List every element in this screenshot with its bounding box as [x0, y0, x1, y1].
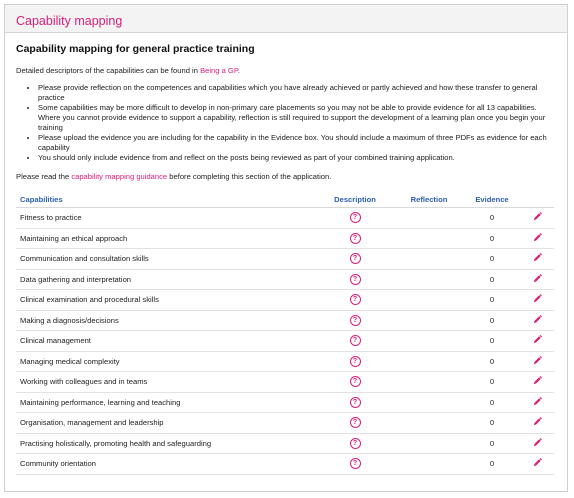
edit-cell — [520, 372, 554, 393]
descriptors-prefix: Detailed descriptors of the capabilities can be found in — [16, 66, 201, 75]
evidence-count: 0 — [464, 290, 520, 311]
description-cell — [316, 372, 394, 393]
edit-cell — [520, 290, 554, 311]
description-cell — [316, 310, 394, 331]
capability-name: Data gathering and interpretation — [16, 269, 316, 290]
table-row — [16, 454, 554, 475]
help-circle-icon[interactable]: ? — [350, 233, 361, 244]
capability-name: Clinical management — [16, 331, 316, 352]
guidance-item: • You should only include evidence from and reflect on the posts being reviewed as part of your combined training application. — [38, 153, 556, 163]
help-circle-icon[interactable]: ? — [350, 458, 361, 469]
evidence-count: 0 — [464, 351, 520, 372]
help-circle-icon[interactable]: ? — [350, 438, 361, 449]
reflection-cell — [394, 392, 464, 413]
table-row — [16, 433, 554, 454]
help-circle-icon[interactable]: ? — [350, 397, 361, 408]
panel-header — [5, 5, 567, 33]
header-evidence: Evidence — [464, 191, 520, 208]
table-row — [16, 249, 554, 270]
description-cell — [316, 269, 394, 290]
edit-cell — [520, 208, 554, 229]
being-a-gp-link[interactable]: Being a GP — [200, 66, 238, 75]
evidence-count: 0 — [464, 310, 520, 331]
capability-mapping-panel — [4, 4, 568, 492]
reflection-cell — [394, 331, 464, 352]
section-heading: Capability mapping for general practice training — [16, 43, 255, 55]
table-row — [16, 351, 554, 372]
table-row — [16, 331, 554, 352]
capability-name: Maintaining performance, learning and teaching — [16, 392, 316, 413]
description-cell — [316, 249, 394, 270]
reflection-cell — [394, 269, 464, 290]
reflection-cell — [394, 208, 464, 229]
help-circle-icon[interactable]: ? — [350, 274, 361, 285]
read-suffix: before completing this section of the application. — [167, 172, 332, 181]
capability-name: Managing medical complexity — [16, 351, 316, 372]
capability-mapping-guidance-link[interactable]: capability mapping guidance — [71, 172, 168, 181]
pencil-icon[interactable] — [533, 274, 542, 283]
pencil-icon[interactable] — [533, 458, 542, 467]
help-circle-icon[interactable]: ? — [350, 212, 361, 223]
capability-name: Organisation, management and leadership — [16, 413, 316, 434]
table-row — [16, 372, 554, 393]
evidence-count: 0 — [464, 228, 520, 249]
help-circle-icon[interactable]: ? — [350, 356, 361, 367]
edit-cell — [520, 351, 554, 372]
evidence-count: 0 — [464, 454, 520, 475]
reflection-cell — [394, 228, 464, 249]
help-circle-icon[interactable]: ? — [350, 253, 361, 264]
edit-cell — [520, 228, 554, 249]
description-cell — [316, 331, 394, 352]
help-circle-icon[interactable]: ? — [350, 335, 361, 346]
help-circle-icon[interactable]: ? — [350, 294, 361, 305]
description-cell — [316, 208, 394, 229]
header-capabilities: Capabilities — [16, 191, 316, 208]
reflection-cell — [394, 413, 464, 434]
edit-cell — [520, 331, 554, 352]
edit-cell — [520, 413, 554, 434]
help-circle-icon[interactable]: ? — [350, 417, 361, 428]
description-cell — [316, 433, 394, 454]
header-reflection: Reflection — [394, 191, 464, 208]
read-prefix: Please read the — [16, 172, 72, 181]
reflection-cell — [394, 433, 464, 454]
description-cell — [316, 228, 394, 249]
table-row — [16, 392, 554, 413]
capability-name: Practising holistically, promoting health and safeguarding — [16, 433, 316, 454]
reflection-cell — [394, 290, 464, 311]
evidence-count: 0 — [464, 269, 520, 290]
evidence-count: 0 — [464, 331, 520, 352]
table-row — [16, 228, 554, 249]
reflection-cell — [394, 372, 464, 393]
evidence-count: 0 — [464, 413, 520, 434]
capability-name: Working with colleagues and in teams — [16, 372, 316, 393]
evidence-count: 0 — [464, 433, 520, 454]
description-cell — [316, 413, 394, 434]
pencil-icon[interactable] — [533, 376, 542, 385]
reflection-cell — [394, 351, 464, 372]
pencil-icon[interactable] — [533, 335, 542, 344]
edit-cell — [520, 249, 554, 270]
guidance-item: • Some capabilities may be more difficult to develop in non-primary care placements so you may not be able to provide evidence for all 13 capabilities. Where you cannot provide evidence to support a capability, reflection is still required to support the development of a learning plan once you begin your training — [38, 103, 556, 133]
table-row — [16, 310, 554, 331]
evidence-count: 0 — [464, 392, 520, 413]
evidence-count: 0 — [464, 249, 520, 270]
pencil-icon[interactable] — [533, 438, 542, 447]
edit-cell — [520, 392, 554, 413]
pencil-icon[interactable] — [533, 253, 542, 262]
table-row — [16, 269, 554, 290]
evidence-count: 0 — [464, 372, 520, 393]
panel-content — [5, 33, 567, 475]
pencil-icon[interactable] — [533, 397, 542, 406]
descriptors-suffix: . — [237, 66, 241, 75]
description-cell — [316, 392, 394, 413]
description-cell — [316, 454, 394, 475]
read-guidance-text — [16, 172, 556, 182]
reflection-cell — [394, 249, 464, 270]
capability-name: Maintaining an ethical approach — [16, 228, 316, 249]
guidance-item: • Please provide reflection on the competences and capabilities which you have already achieved or partly achieved and how these transfer to general practice — [38, 83, 556, 103]
descriptors-text — [16, 66, 556, 76]
table-row — [16, 208, 554, 229]
header-description: Description — [316, 191, 394, 208]
table-row — [16, 413, 554, 434]
table-header-row — [16, 191, 554, 208]
pencil-icon[interactable] — [533, 315, 542, 324]
description-cell — [316, 351, 394, 372]
capability-name: Making a diagnosis/decisions — [16, 310, 316, 331]
panel-title: Capability mapping — [16, 14, 123, 28]
reflection-cell — [394, 310, 464, 331]
edit-cell — [520, 433, 554, 454]
capability-name: Community orientation — [16, 454, 316, 475]
help-circle-icon[interactable]: ? — [350, 315, 361, 326]
capabilities-table — [16, 191, 554, 475]
pencil-icon[interactable] — [533, 233, 542, 242]
capability-name: Clinical examination and procedural skills — [16, 290, 316, 311]
guidance-list — [16, 83, 556, 163]
table-row — [16, 290, 554, 311]
description-cell — [316, 290, 394, 311]
pencil-icon[interactable] — [533, 212, 542, 221]
help-circle-icon[interactable]: ? — [350, 376, 361, 387]
edit-cell — [520, 310, 554, 331]
reflection-cell — [394, 454, 464, 475]
pencil-icon[interactable] — [533, 294, 542, 303]
evidence-count: 0 — [464, 208, 520, 229]
pencil-icon[interactable] — [533, 417, 542, 426]
pencil-icon[interactable] — [533, 356, 542, 365]
edit-cell — [520, 269, 554, 290]
capability-name: Fitness to practice — [16, 208, 316, 229]
capability-name: Communication and consultation skills — [16, 249, 316, 270]
edit-cell — [520, 454, 554, 475]
header-actions — [520, 191, 554, 208]
guidance-item: • Please upload the evidence you are including for the capability in the Evidence box. You should include a maximum of three PDFs as evidence for each capability — [38, 133, 556, 153]
